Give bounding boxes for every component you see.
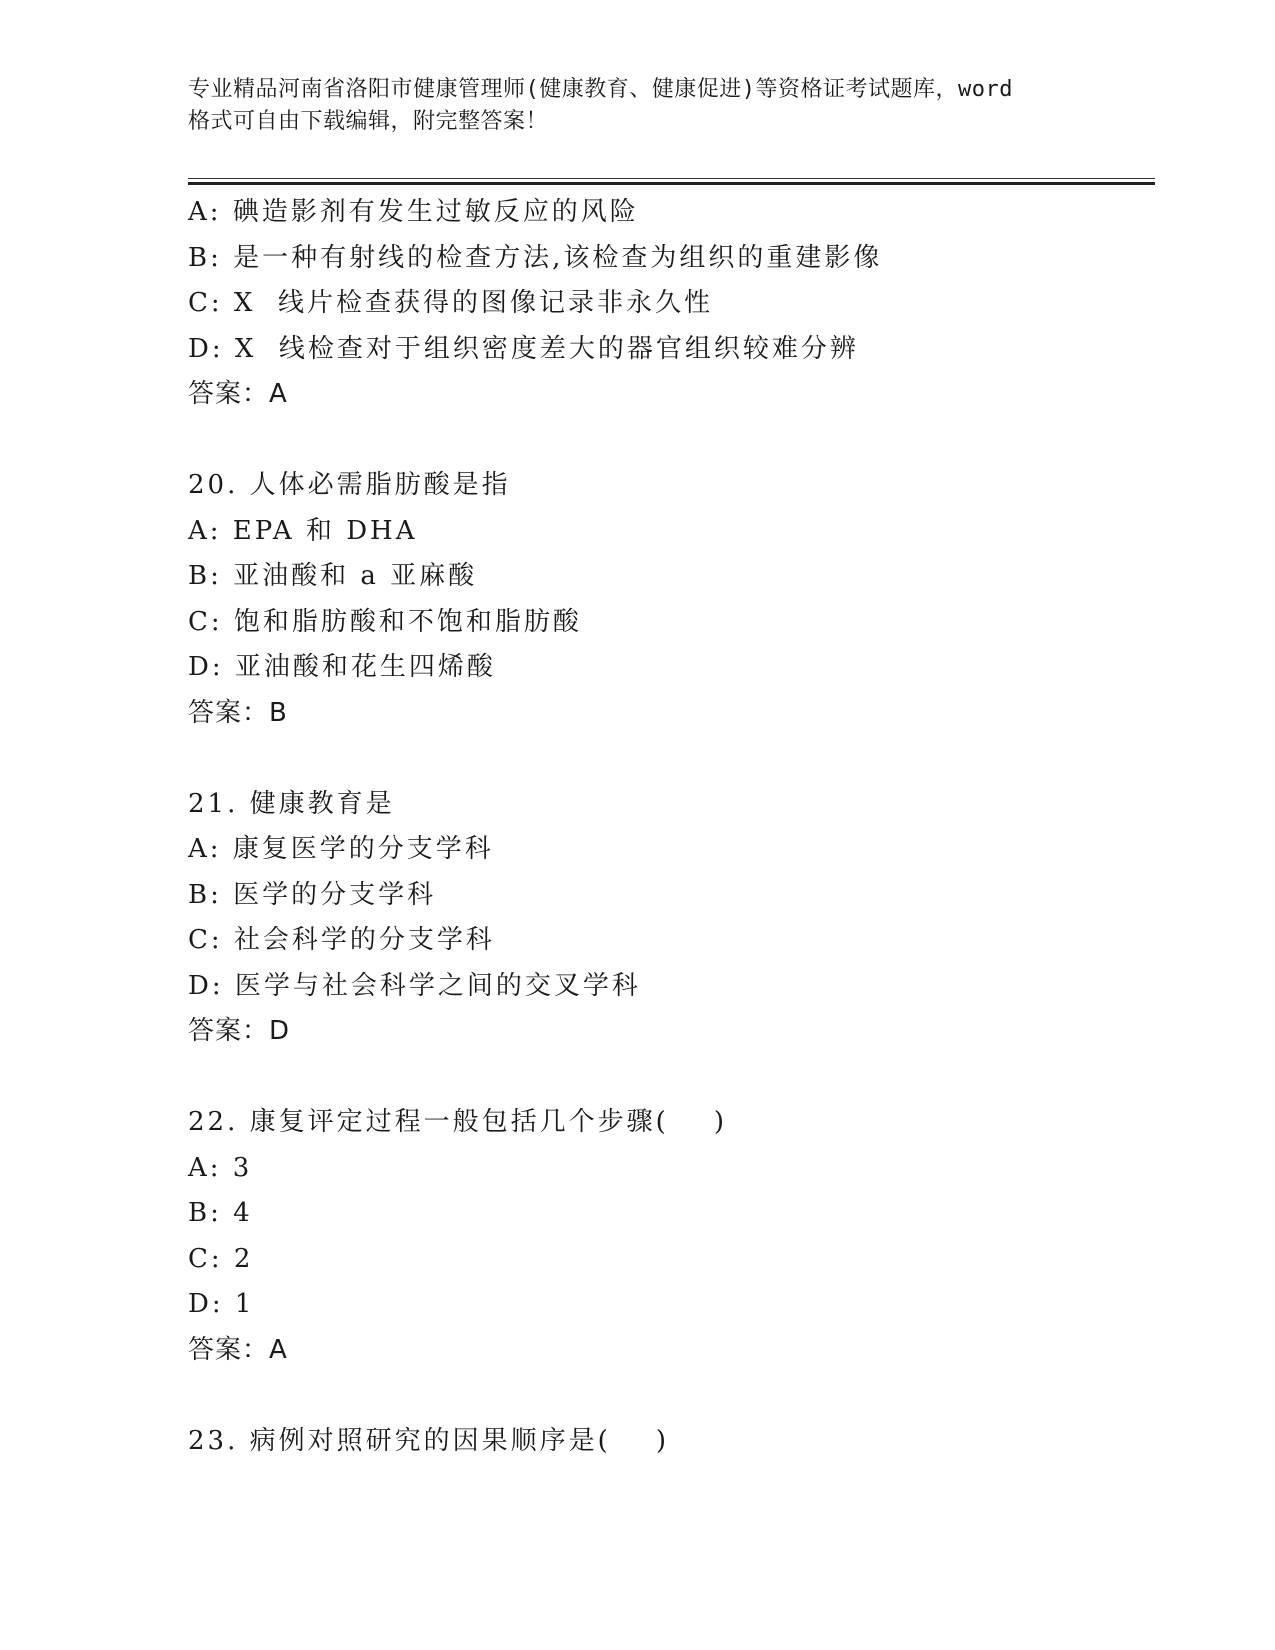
answer-text: 答案：A [188,1334,288,1365]
question-text: 23. 病例对照研究的因果顺序是( ) [188,1425,669,1456]
option-a: A: 碘造影剂有发生过敏反应的风险 [188,197,639,227]
spacer [188,1055,1148,1101]
question-text: 21. 健康教育是 [188,788,395,819]
option-d: D: 医学与社会科学之间的交叉学科 [188,970,641,1001]
option-b: B: 是一种有射线的检查方法,该检查为组织的重建影像 [188,242,883,273]
option-d: D: 1 [188,1289,255,1319]
option-d: D: X 线检查对于组织密度差大的器官组织较难分辨 [188,333,859,364]
question-20 [188,463,1148,736]
question-22 [188,1100,1148,1373]
answer-text: 答案：B [188,697,288,728]
option-d: D: 亚油酸和花生四烯酸 [188,652,496,682]
option-b: B: 医学的分支学科 [188,879,437,910]
question-text: 22. 康复评定过程一般包括几个步骤( ) [188,1107,727,1137]
option-c: C: 饱和脂肪酸和不饱和脂肪酸 [188,606,582,637]
question-text: 20. 人体必需脂肪酸是指 [188,470,511,500]
document-header [188,74,1108,138]
header-line-1: 专业精品河南省洛阳市健康管理师(健康教育、健康促进)等资格证考试题库，word [188,77,1013,102]
question-23 [188,1419,1148,1465]
answer-text: 答案：A [188,379,288,409]
option-a: A: 康复医学的分支学科 [188,834,494,864]
header-divider-thin [188,178,1155,179]
spacer [188,1373,1148,1419]
header-divider-thick [188,182,1155,185]
spacer [188,418,1148,464]
option-b: B: 亚油酸和 a 亚麻酸 [188,561,478,591]
option-a: A: 3 [188,1152,253,1183]
question-21 [188,782,1148,1055]
question-19 [188,190,1148,418]
option-b: B: 4 [188,1198,253,1228]
option-c: C: 2 [188,1243,254,1274]
option-c: C: X 线片检查获得的图像记录非永久性 [188,288,713,318]
spacer [188,736,1148,782]
option-a: A: EPA 和 DHA [188,515,418,546]
option-c: C: 社会科学的分支学科 [188,925,495,955]
answer-text: 答案：D [188,1016,291,1046]
header-line-2: 格式可自由下载编辑，附完整答案！ [188,109,549,134]
question-list [188,190,1148,1464]
